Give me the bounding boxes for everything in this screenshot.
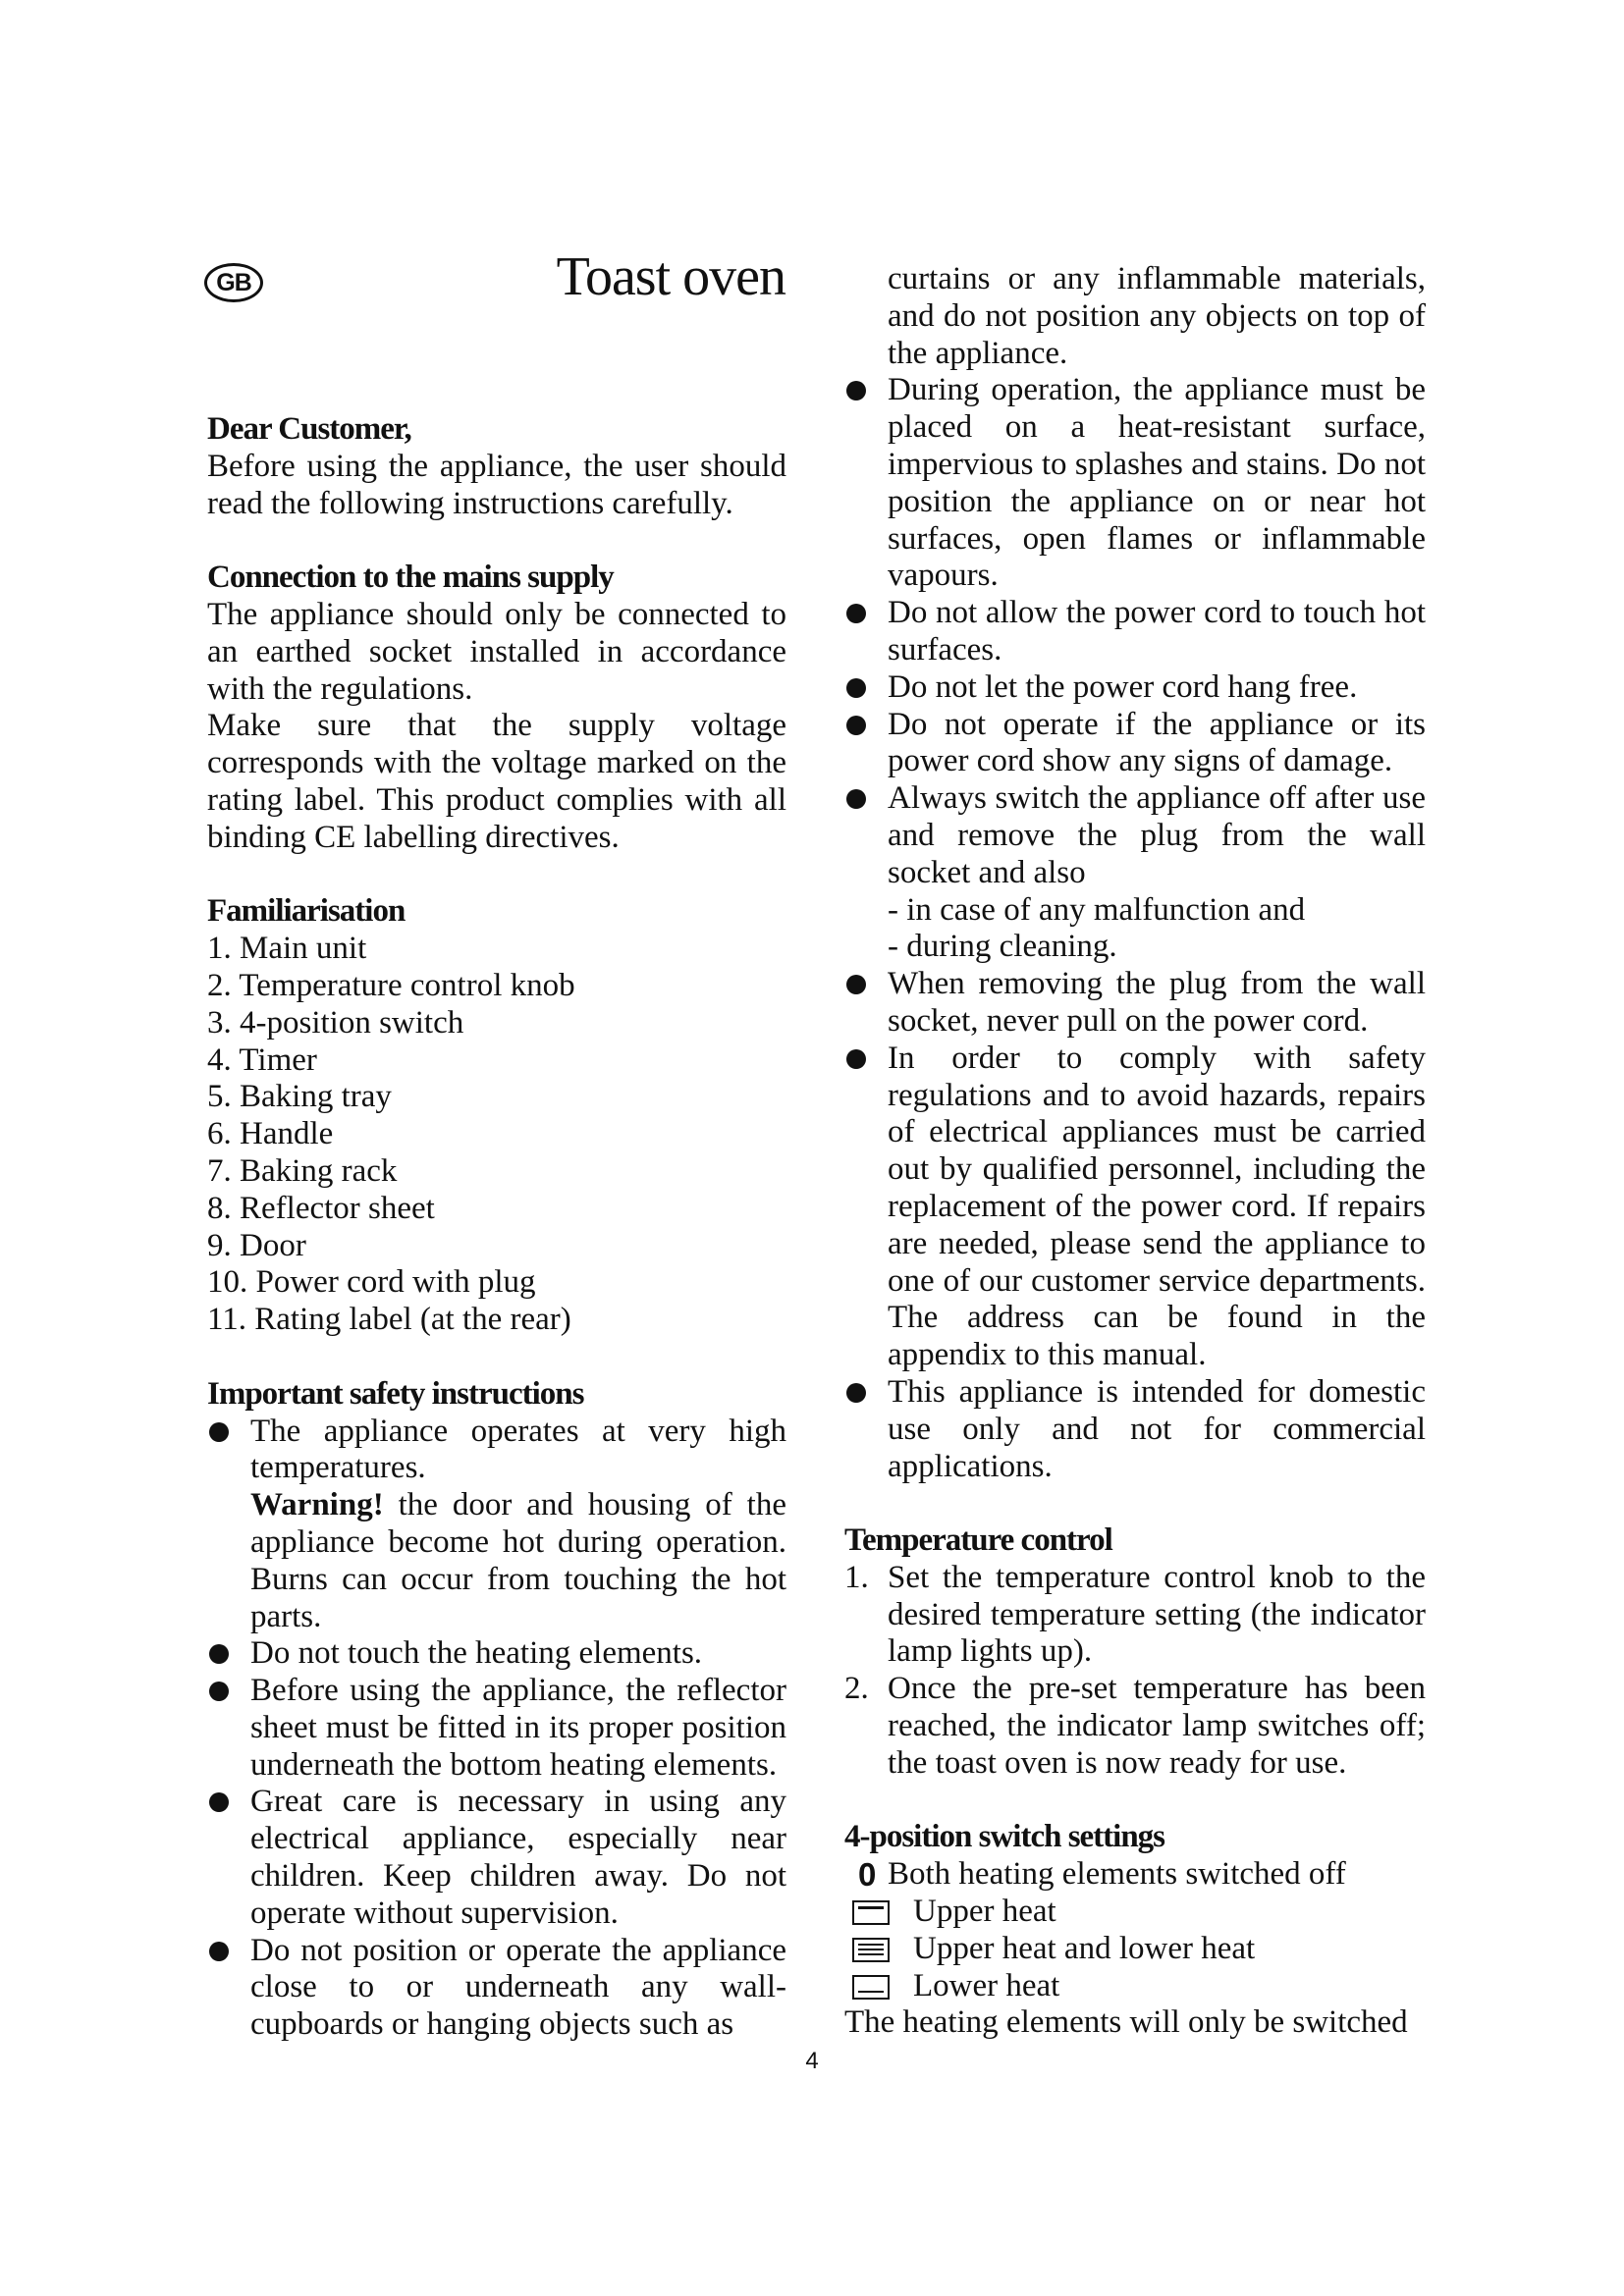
numbered-step (844, 1560, 1426, 1671)
bullet-text: Do not let the power cord hang free. (888, 668, 1358, 705)
setting-label: Upper heat (913, 1894, 1056, 1930)
upper-lower-heat-icon (852, 1938, 890, 1962)
connection-paragraph-1: The appliance should only be connected to an earthed socket installed in accordance with the regulations. (207, 596, 786, 707)
bullet-icon (846, 1049, 866, 1069)
bullet-text: This appliance is intended for domestic use only and not for commercial applications. (888, 1373, 1426, 1484)
step-text: Once the pre-set temperature has been reached, the indicator lamp switches off; the toast oven is now ready for use. (888, 1671, 1426, 1781)
bullet-icon (209, 1792, 229, 1812)
right-column (844, 261, 1426, 2042)
switch-setting-upper (844, 1894, 1426, 1931)
setting-label: Upper heat and lower heat (913, 1930, 1256, 1966)
bullet-text: During operation, the appliance must be placed on a heat-resistant surface, impervious to splashes and stains. Do not position the appliance on or near hot surfaces, open flames or inflammable vapours. (888, 372, 1426, 594)
safety-bullet (844, 707, 1426, 781)
setting-label: Both heating elements switched off (888, 1856, 1346, 1893)
list-item: 5. Baking tray (207, 1079, 392, 1115)
zero-symbol: 0 (858, 1856, 877, 1894)
bullet-text: The appliance operates at very high temperatures. (250, 1413, 786, 1486)
bullet-icon (209, 1422, 229, 1442)
bullet-icon (846, 381, 866, 400)
numbered-step (844, 1671, 1426, 1782)
bullet-text: Before using the appliance, the reflector sheet must be fitted in its proper position underneath the bottom heating elements. (250, 1673, 786, 1783)
bullet-icon (846, 789, 866, 809)
bullet-continuation: curtains or any inflammable materials, and do not position any objects on top of the appliance. (888, 261, 1426, 371)
sub-item: - in case of any malfunction and (888, 891, 1306, 928)
bullet-icon (846, 975, 866, 994)
bullet-text: Do not position or operate the appliance close to or underneath any wall-cupboards or hanging objects such as (250, 1932, 786, 2043)
bullet-text: Do not allow the power cord to touch hot surfaces. (888, 595, 1426, 667)
bullet-icon (846, 604, 866, 623)
safety-bullet (207, 1414, 786, 1488)
warning-text: the door and housing of the appliance become hot during operation. Burns can occur from touching the hot parts. (250, 1487, 786, 1634)
bullet-text: Always switch the appliance off after use and remove the plug from the wall socket and also (888, 780, 1426, 890)
safety-bullet (844, 780, 1426, 891)
step-number: 2. (844, 1671, 869, 1707)
left-column (207, 411, 786, 2044)
safety-bullet (207, 1933, 786, 2044)
switch-setting-off (844, 1856, 1426, 1894)
switch-setting-lower (844, 1968, 1426, 2005)
switch-settings-note: The heating elements will only be switched (844, 2004, 1408, 2041)
switch-settings-heading: 4-position switch settings (844, 1819, 1165, 1855)
bullet-icon (846, 1383, 866, 1403)
warning-note (207, 1487, 786, 1635)
bullet-text: Do not operate if the appliance or its power cord show any signs of damage. (888, 706, 1426, 779)
sub-item: - during cleaning. (888, 929, 1117, 965)
switch-setting-upper-lower (844, 1931, 1426, 1968)
intro-text: Before using the appliance, the user should read the following instructions carefully. (207, 448, 786, 521)
intro-heading: Dear Customer, (207, 411, 411, 447)
temperature-heading: Temperature control (844, 1522, 1112, 1559)
page-title: Toast oven (556, 246, 785, 307)
list-item: 4. Timer (207, 1041, 317, 1078)
connection-heading: Connection to the mains supply (207, 560, 614, 596)
step-text: Set the temperature control knob to the desired temperature setting (the indicator lamp lights up). (888, 1559, 1426, 1670)
warning-label: Warning! (250, 1487, 384, 1523)
list-item: 8. Reflector sheet (207, 1190, 435, 1226)
bullet-text: Do not touch the heating elements. (250, 1635, 703, 1672)
familiarisation-heading: Familiarisation (207, 893, 406, 930)
safety-bullet (844, 595, 1426, 669)
bullet-text: Great care is necessary in using any electrical appliance, especially near children. Keep children away. Do not operate without supervision. (250, 1784, 786, 1931)
connection-paragraph-2: Make sure that the supply voltage corresponds with the voltage marked on the rating label. This product complies with all binding CE labelling directives. (207, 708, 786, 855)
bullet-icon (846, 678, 866, 698)
bullet-icon (846, 716, 866, 735)
bullet-icon (209, 1682, 229, 1701)
safety-bullet (207, 1784, 786, 1932)
list-item: 3. 4-position switch (207, 1004, 464, 1041)
safety-bullet (844, 669, 1426, 707)
setting-label: Lower heat (913, 1967, 1060, 2003)
lower-heat-icon (852, 1975, 890, 2000)
bullet-text: In order to comply with safety regulations and to avoid hazards, repairs of electrical appliances must be carried out by qualified personnel, including the replacement of the power cord. If repairs are needed, please send the appliance to one of our customer service departments. The address can be found in the appendix to this manual. (888, 1040, 1426, 1373)
list-item: 7. Baking rack (207, 1152, 398, 1189)
safety-bullet (844, 1041, 1426, 1374)
list-item: 2. Temperature control knob (207, 967, 575, 1003)
safety-bullet (207, 1673, 786, 1784)
safety-bullet (207, 1635, 786, 1673)
safety-heading: Important safety instructions (207, 1375, 584, 1412)
list-item: 10. Power cord with plug (207, 1264, 536, 1301)
language-badge: GB (204, 263, 263, 302)
safety-bullet (844, 966, 1426, 1041)
bullet-text: When removing the plug from the wall socket, never pull on the power cord. (888, 966, 1426, 1039)
list-item: 11. Rating label (at the rear) (207, 1302, 571, 1338)
step-number: 1. (844, 1559, 869, 1595)
bullet-icon (209, 1942, 229, 1961)
safety-bullet (844, 372, 1426, 595)
list-item: 6. Handle (207, 1116, 334, 1152)
list-item: 9. Door (207, 1227, 306, 1263)
list-item: 1. Main unit (207, 931, 367, 967)
page-number: 4 (805, 2048, 819, 2074)
bullet-icon (209, 1644, 229, 1664)
upper-heat-icon (852, 1900, 890, 1925)
safety-bullet (844, 1374, 1426, 1485)
